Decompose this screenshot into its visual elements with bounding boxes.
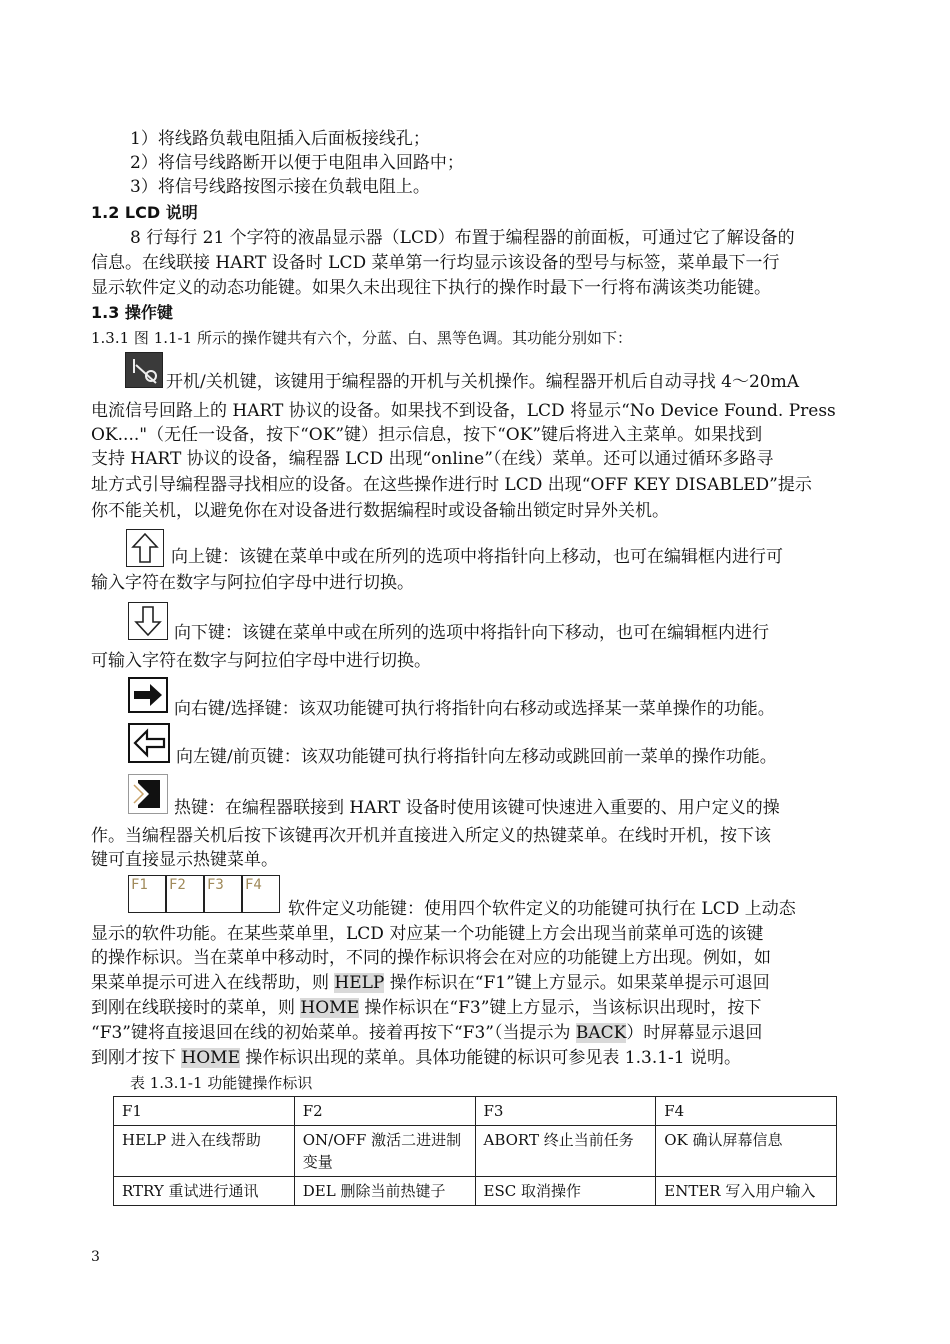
power-key-line: OK...."（无任一设备，按下“OK”键）担示信息，按下“OK”键后将进入主菜单。如果找到 (91, 425, 763, 445)
right-arrow-icon (128, 677, 168, 713)
down-key-line: 可输入字符在数字与阿拉伯字母中进行切换。 (91, 651, 431, 671)
soft-keys-line-text: 到刚才按下 (91, 1048, 182, 1068)
soft-keys-line-text: 到刚在线联接时的菜单，则 (91, 998, 301, 1018)
power-key-line: 你不能关机，以避免你在对设备进行数据编程时或设备输出锁定时异外关机。 (91, 501, 669, 521)
soft-keys-line-text: 操作标识在“F1”键上方显示。如果菜单提示可退回 (384, 973, 770, 993)
table-cell: ABORT 终止当前任务 (475, 1126, 656, 1177)
lcd-para-line: 8 行每行 21 个字符的液晶显示器（LCD）布置于编程器的前面板，可通过它了解设备的 (130, 228, 795, 248)
soft-keys-line (91, 971, 770, 995)
table-row (114, 1177, 837, 1206)
table-header-cell: F3 (475, 1097, 656, 1126)
soft-keys-line: 的操作标识。当在菜单中移动时，不同的操作标识将会在对应的功能键上方出现。例如，如 (91, 948, 771, 968)
up-arrow-icon (126, 529, 164, 567)
table-cell: ON/OFF 激活二进进制变量 (294, 1126, 475, 1177)
lcd-para-line: 信息。在线联接 HART 设备时 LCD 菜单第一行均显示该设备的型号与标签，菜单最下一行 (91, 253, 780, 273)
power-key-line: 支持 HART 协议的设备，编程器 LCD 出现“online”（在线）菜单。还可以通过循环多路寻 (91, 449, 774, 469)
page-number: 3 (91, 1249, 100, 1265)
home-label: HOME (181, 1048, 240, 1068)
down-key-line: 向下键：该键在菜单中或在所列的选项中将指针向下移动，也可在编辑框内进行 (174, 623, 769, 643)
table-header-cell: F2 (294, 1097, 475, 1126)
soft-keys-line-text: “F3”键将直接退回在线的初始菜单。接着再按下“F3”（当提示为 (91, 1023, 576, 1043)
table-cell: OK 确认屏幕信息 (656, 1126, 837, 1177)
soft-key-f4: F4 (242, 875, 280, 913)
left-arrow-icon (128, 723, 170, 763)
left-key-text: 向左键/前页键：该双功能键可执行将指针向左移动或跳回前一菜单的操作功能。 (176, 747, 777, 767)
home-label: HOME (300, 998, 359, 1018)
soft-keys-line (91, 1046, 741, 1070)
soft-keys-line-text: ）时屏幕显示退回 (626, 1023, 763, 1043)
hot-key-line: 作。当编程器关机后按下该键再次开机并直接进入所定义的热键菜单。在线时开机，按下该 (91, 826, 771, 846)
keys-heading: 1.3 操作键 (91, 303, 173, 322)
power-key-line: 址方式引导编程器寻找相应的设备。在这些操作进行时 LCD 出现“OFF KEY DISABLED”提示 (91, 475, 812, 495)
soft-key-f2: F2 (166, 875, 204, 913)
function-key-table (113, 1096, 837, 1206)
soft-keys-line-text: 操作标识在“F3”键上方显示，当该标识出现时，按下 (359, 998, 762, 1018)
soft-keys-line-text: 果菜单提示可进入在线帮助，则 (91, 973, 335, 993)
table-cell: ENTER 写入用户输入 (656, 1177, 837, 1206)
hot-key-line: 键可直接显示热键菜单。 (91, 850, 278, 870)
soft-keys-line (91, 1021, 762, 1045)
soft-keys-line: 软件定义功能键：使用四个软件定义的功能键可执行在 LCD 上动态 (288, 899, 796, 919)
lcd-heading: 1.2 LCD 说明 (91, 203, 198, 222)
power-key-icon (125, 352, 163, 388)
table-caption: 表 1.3.1-1 功能键操作标识 (130, 1074, 313, 1092)
hot-key-icon (128, 774, 168, 814)
lcd-para-line: 显示软件定义的动态功能键。如果久未出现往下执行的操作时最下一行将布满该类功能键。 (91, 278, 771, 298)
power-key-line: 开机/关机键，该键用于编程器的开机与关机操作。编程器开机后自动寻找 4～20mA (166, 372, 799, 392)
keys-intro: 1.3.1 图 1.1-1 所示的操作键共有六个，分蓝、白、黑等色调。其功能分别如下： (91, 329, 632, 347)
table-header-row (114, 1097, 837, 1126)
up-key-line: 向上键：该键在菜单中或在所列的选项中将指针向上移动，也可在编辑框内进行可 (171, 547, 783, 567)
soft-keys-line-text: 操作标识出现的菜单。具体功能键的标识可参见表 1.3.1-1 说明。 (240, 1048, 742, 1068)
right-key-text: 向右键/选择键：该双功能键可执行将指针向右移动或选择某一菜单操作的功能。 (174, 699, 775, 719)
soft-key-f1: F1 (128, 875, 166, 913)
help-label: HELP (334, 973, 385, 993)
power-key-line: 电流信号回路上的 HART 协议的设备。如果找不到设备，LCD 将显示“No Device Found. Press (91, 401, 836, 421)
table-cell: DEL 删除当前热键子 (294, 1177, 475, 1206)
table-cell: RTRY 重试进行通讯 (114, 1177, 295, 1206)
step-2: 2）将信号线路断开以便于电阻串入回路中； (130, 153, 464, 173)
soft-keys-line (91, 996, 761, 1020)
down-arrow-icon (128, 602, 168, 640)
table-row (114, 1126, 837, 1177)
back-label: BACK (575, 1023, 627, 1043)
up-key-line: 输入字符在数字与阿拉伯字母中进行切换。 (91, 573, 414, 593)
table-cell: ESC 取消操作 (475, 1177, 656, 1206)
step-1: 1）将线路负载电阻插入后面板接线孔； (130, 129, 430, 149)
step-3: 3）将信号线路按图示接在负载电阻上。 (130, 177, 430, 197)
table-cell: HELP 进入在线帮助 (114, 1126, 295, 1177)
soft-key-f3: F3 (204, 875, 242, 913)
soft-keys-line: 显示的软件功能。在某些菜单里，LCD 对应某一个功能键上方会出现当前菜单可选的该键 (91, 924, 764, 944)
table-header-cell: F1 (114, 1097, 295, 1126)
table-header-cell: F4 (656, 1097, 837, 1126)
soft-keys-icon (128, 875, 282, 913)
hot-key-line: 热键：在编程器联接到 HART 设备时使用该键可快速进入重要的、用户定义的操 (174, 798, 780, 818)
